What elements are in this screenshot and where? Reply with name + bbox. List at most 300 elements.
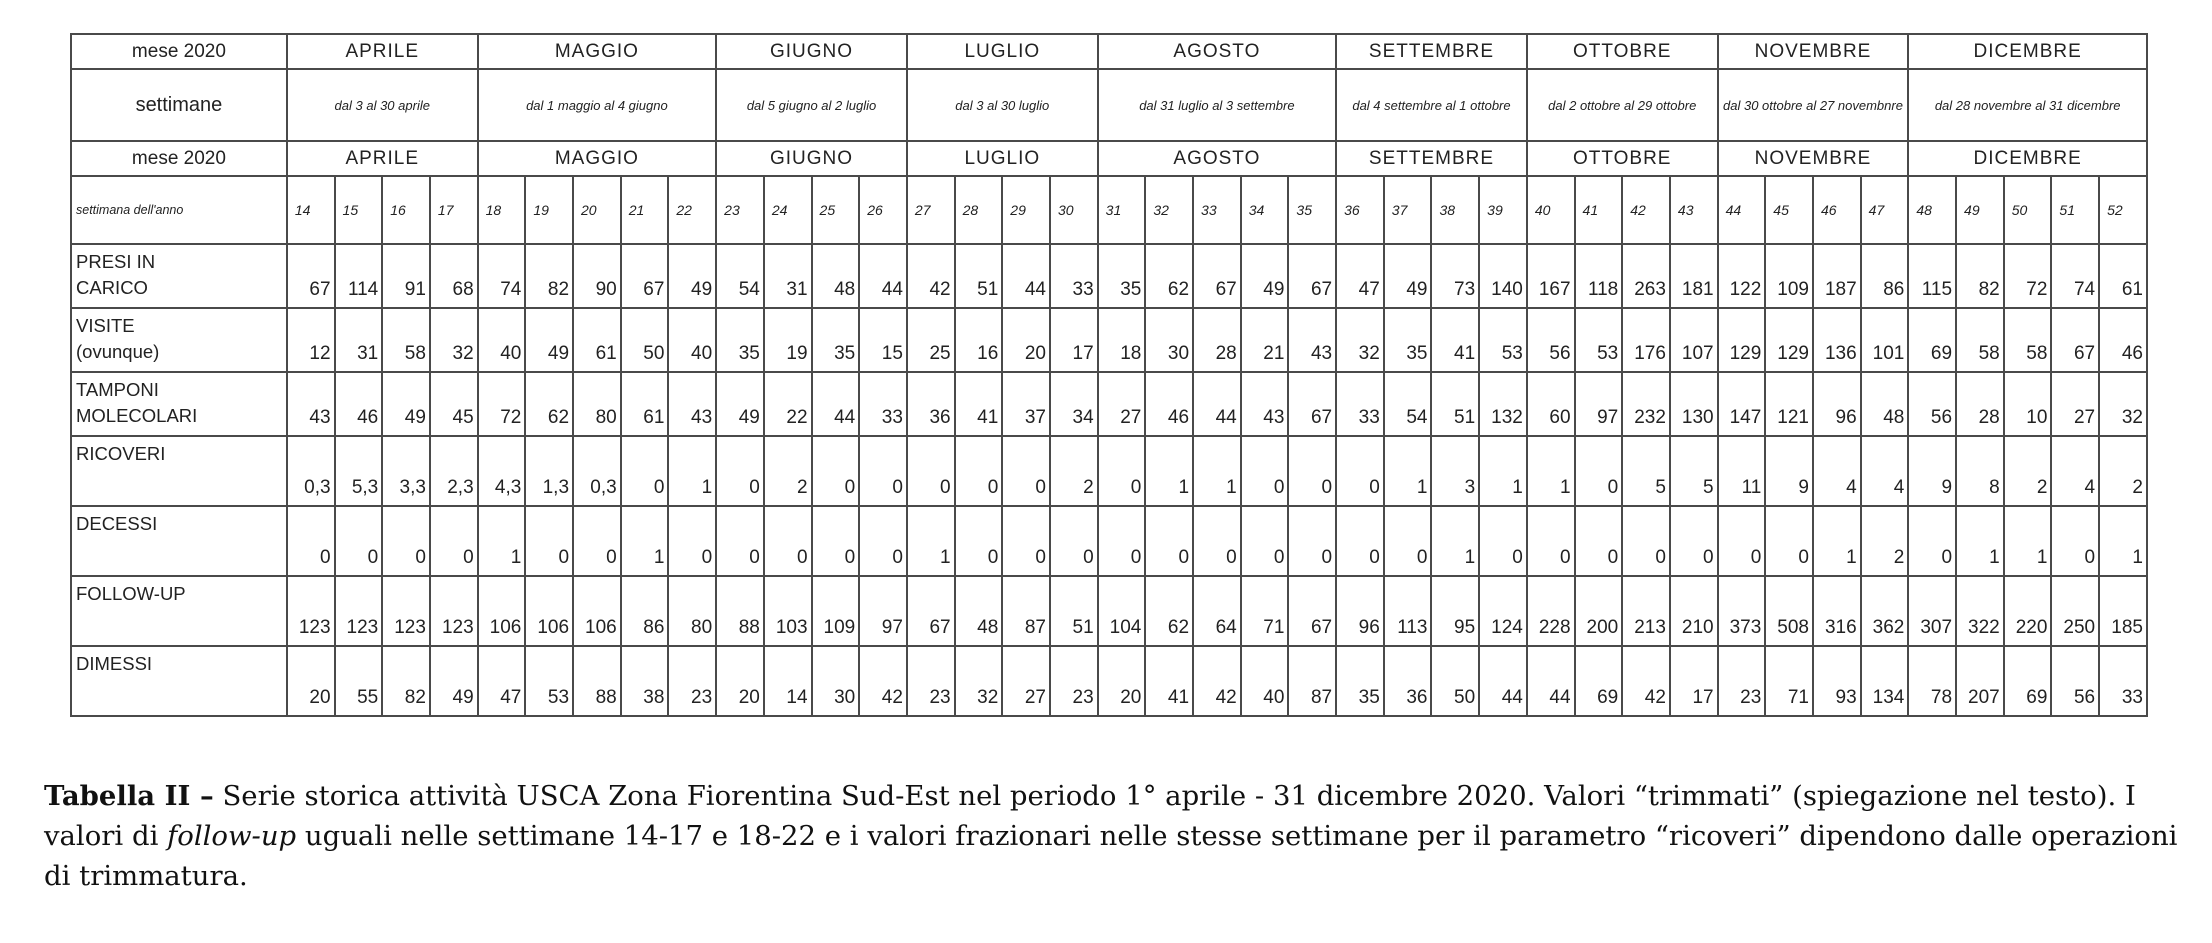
value-cell: 0 [716, 506, 764, 576]
value-cell: 0,3 [287, 436, 335, 506]
value-cell: 250 [2051, 576, 2099, 646]
value-cell: 0 [1288, 436, 1336, 506]
value-cell: 134 [1861, 646, 1909, 716]
value-cell: 123 [382, 576, 430, 646]
value-cell: 0 [382, 506, 430, 576]
row-label-line1: VISITE [76, 315, 135, 336]
value-cell: 316 [1813, 576, 1861, 646]
data-row [71, 308, 2147, 372]
value-cell: 4 [1813, 436, 1861, 506]
value-cell: 44 [1002, 244, 1050, 308]
row-label [71, 646, 287, 716]
table-caption [44, 776, 2184, 896]
value-cell: 1 [1145, 436, 1193, 506]
value-cell: 0 [1384, 506, 1432, 576]
week-number-cell: 39 [1479, 176, 1527, 244]
week-number-cell: 21 [621, 176, 669, 244]
value-cell: 49 [668, 244, 716, 308]
value-cell: 49 [430, 646, 478, 716]
week-number-row [71, 176, 2147, 244]
value-cell: 0 [1241, 506, 1289, 576]
week-range-cell: dal 2 ottobre al 29 ottobre [1527, 69, 1718, 141]
value-cell: 50 [1431, 646, 1479, 716]
value-cell: 0 [1336, 506, 1384, 576]
value-cell: 0 [812, 506, 860, 576]
week-number-cell: 27 [907, 176, 955, 244]
value-cell: 0 [1193, 506, 1241, 576]
month-name-cell: SETTEMBRE [1336, 141, 1527, 176]
value-cell: 20 [1002, 308, 1050, 372]
week-number-cell: 36 [1336, 176, 1384, 244]
value-cell: 67 [1288, 576, 1336, 646]
value-cell: 67 [1193, 244, 1241, 308]
value-cell: 17 [1670, 646, 1718, 716]
value-cell: 74 [478, 244, 526, 308]
value-cell: 88 [716, 576, 764, 646]
value-cell: 36 [907, 372, 955, 436]
value-cell: 187 [1813, 244, 1861, 308]
value-cell: 48 [812, 244, 860, 308]
value-cell: 0 [1002, 436, 1050, 506]
value-cell: 32 [430, 308, 478, 372]
value-cell: 1 [1813, 506, 1861, 576]
value-cell: 0 [1908, 506, 1956, 576]
value-cell: 41 [1145, 646, 1193, 716]
value-cell: 23 [1718, 646, 1766, 716]
month-header-row [71, 34, 2147, 69]
value-cell: 0 [1098, 506, 1146, 576]
value-cell: 69 [1908, 308, 1956, 372]
value-cell: 0 [2051, 506, 2099, 576]
value-cell: 38 [621, 646, 669, 716]
value-cell: 27 [1002, 646, 1050, 716]
value-cell: 49 [1384, 244, 1432, 308]
week-range-cell: dal 4 settembre al 1 ottobre [1336, 69, 1527, 141]
month-name-cell: GIUGNO [716, 141, 907, 176]
value-cell: 362 [1861, 576, 1909, 646]
value-cell: 40 [1241, 646, 1289, 716]
value-cell: 23 [1050, 646, 1098, 716]
value-cell: 40 [668, 308, 716, 372]
value-cell: 0 [430, 506, 478, 576]
value-cell: 106 [478, 576, 526, 646]
value-cell: 23 [907, 646, 955, 716]
value-cell: 2 [2099, 436, 2147, 506]
month-name-cell: DICEMBRE [1908, 34, 2147, 69]
row-label [71, 576, 287, 646]
value-cell: 167 [1527, 244, 1575, 308]
value-cell: 0 [1002, 506, 1050, 576]
value-cell: 90 [573, 244, 621, 308]
value-cell: 132 [1479, 372, 1527, 436]
value-cell: 1 [668, 436, 716, 506]
value-cell: 50 [621, 308, 669, 372]
week-number-cell: 22 [668, 176, 716, 244]
value-cell: 53 [525, 646, 573, 716]
value-cell: 176 [1622, 308, 1670, 372]
weeks-row-label: settimane [71, 69, 287, 141]
value-cell: 11 [1718, 436, 1766, 506]
week-number-cell: 23 [716, 176, 764, 244]
value-cell: 8 [1956, 436, 2004, 506]
value-cell: 62 [1145, 244, 1193, 308]
value-cell: 1 [1431, 506, 1479, 576]
week-range-cell: dal 28 novembre al 31 dicembre [1908, 69, 2147, 141]
row-label [71, 372, 287, 436]
week-number-cell: 26 [859, 176, 907, 244]
value-cell: 86 [1861, 244, 1909, 308]
value-cell: 44 [859, 244, 907, 308]
value-cell: 113 [1384, 576, 1432, 646]
value-cell: 4 [2051, 436, 2099, 506]
week-number-cell: 33 [1193, 176, 1241, 244]
value-cell: 31 [335, 308, 383, 372]
week-number-cell: 38 [1431, 176, 1479, 244]
value-cell: 103 [764, 576, 812, 646]
value-cell: 508 [1765, 576, 1813, 646]
value-cell: 123 [287, 576, 335, 646]
value-cell: 67 [287, 244, 335, 308]
value-cell: 0 [1479, 506, 1527, 576]
value-cell: 97 [859, 576, 907, 646]
week-number-cell: 30 [1050, 176, 1098, 244]
value-cell: 69 [1575, 646, 1623, 716]
week-number-cell: 25 [812, 176, 860, 244]
value-cell: 0 [573, 506, 621, 576]
value-cell: 61 [573, 308, 621, 372]
value-cell: 121 [1765, 372, 1813, 436]
value-cell: 44 [1193, 372, 1241, 436]
value-cell: 18 [1098, 308, 1146, 372]
value-cell: 207 [1956, 646, 2004, 716]
value-cell: 61 [621, 372, 669, 436]
value-cell: 20 [287, 646, 335, 716]
value-cell: 97 [1575, 372, 1623, 436]
month-name-cell: DICEMBRE [1908, 141, 2147, 176]
week-number-cell: 44 [1718, 176, 1766, 244]
value-cell: 115 [1908, 244, 1956, 308]
value-cell: 87 [1288, 646, 1336, 716]
value-cell: 42 [859, 646, 907, 716]
value-cell: 2 [1861, 506, 1909, 576]
value-cell: 78 [1908, 646, 1956, 716]
value-cell: 56 [1908, 372, 1956, 436]
value-cell: 2 [2004, 436, 2052, 506]
value-cell: 46 [335, 372, 383, 436]
row-label-line1: DIMESSI [76, 653, 153, 674]
value-cell: 44 [812, 372, 860, 436]
week-number-cell: 37 [1384, 176, 1432, 244]
value-cell: 49 [382, 372, 430, 436]
value-cell: 54 [716, 244, 764, 308]
value-cell: 42 [907, 244, 955, 308]
week-number-cell: 52 [2099, 176, 2147, 244]
value-cell: 49 [1241, 244, 1289, 308]
value-cell: 74 [2051, 244, 2099, 308]
value-cell: 23 [668, 646, 716, 716]
week-number-cell: 15 [335, 176, 383, 244]
value-cell: 109 [1765, 244, 1813, 308]
value-cell: 0 [668, 506, 716, 576]
value-cell: 47 [478, 646, 526, 716]
week-number-cell: 14 [287, 176, 335, 244]
value-cell: 33 [859, 372, 907, 436]
value-cell: 373 [1718, 576, 1766, 646]
value-cell: 118 [1575, 244, 1623, 308]
caption-text-part2: uguali nelle settimane 14-17 e 18-22 e i valori frazionari nelle stesse settimane per il parametro “ricoveri” dipendono dalle operazioni di trimmatura. [44, 820, 2178, 892]
value-cell: 62 [525, 372, 573, 436]
month-name-cell: AGOSTO [1098, 141, 1336, 176]
value-cell: 72 [2004, 244, 2052, 308]
value-cell: 12 [287, 308, 335, 372]
value-cell: 82 [382, 646, 430, 716]
value-cell: 1 [478, 506, 526, 576]
week-number-cell: 16 [382, 176, 430, 244]
value-cell: 96 [1813, 372, 1861, 436]
value-cell: 232 [1622, 372, 1670, 436]
value-cell: 210 [1670, 576, 1718, 646]
value-cell: 67 [1288, 372, 1336, 436]
value-cell: 67 [1288, 244, 1336, 308]
value-cell: 44 [1527, 646, 1575, 716]
weeks-range-row [71, 69, 2147, 141]
value-cell: 140 [1479, 244, 1527, 308]
value-cell: 53 [1575, 308, 1623, 372]
week-number-cell: 35 [1288, 176, 1336, 244]
value-cell: 67 [907, 576, 955, 646]
value-cell: 104 [1098, 576, 1146, 646]
value-cell: 0 [1050, 506, 1098, 576]
value-cell: 147 [1718, 372, 1766, 436]
value-cell: 95 [1431, 576, 1479, 646]
value-cell: 0 [1622, 506, 1670, 576]
value-cell: 28 [1193, 308, 1241, 372]
weekly-activity-table [70, 33, 2148, 717]
value-cell: 1 [621, 506, 669, 576]
value-cell: 67 [621, 244, 669, 308]
week-number-cell: 17 [430, 176, 478, 244]
week-number-cell: 18 [478, 176, 526, 244]
data-row [71, 244, 2147, 308]
value-cell: 20 [1098, 646, 1146, 716]
value-cell: 3 [1431, 436, 1479, 506]
month-name-cell: APRILE [287, 141, 478, 176]
value-cell: 1,3 [525, 436, 573, 506]
value-cell: 80 [573, 372, 621, 436]
value-cell: 49 [525, 308, 573, 372]
week-number-cell: 46 [1813, 176, 1861, 244]
value-cell: 185 [2099, 576, 2147, 646]
value-cell: 82 [1956, 244, 2004, 308]
value-cell: 9 [1908, 436, 1956, 506]
value-cell: 21 [1241, 308, 1289, 372]
value-cell: 47 [1336, 244, 1384, 308]
value-cell: 1 [1527, 436, 1575, 506]
month-header-row-repeat [71, 141, 2147, 176]
value-cell: 1 [907, 506, 955, 576]
value-cell: 87 [1002, 576, 1050, 646]
value-cell: 35 [716, 308, 764, 372]
value-cell: 36 [1384, 646, 1432, 716]
value-cell: 106 [525, 576, 573, 646]
value-cell: 60 [1527, 372, 1575, 436]
value-cell: 0 [1765, 506, 1813, 576]
value-cell: 0 [1288, 506, 1336, 576]
value-cell: 181 [1670, 244, 1718, 308]
week-number-cell: 24 [764, 176, 812, 244]
week-number-cell: 50 [2004, 176, 2052, 244]
value-cell: 51 [955, 244, 1003, 308]
value-cell: 106 [573, 576, 621, 646]
value-cell: 62 [1145, 576, 1193, 646]
value-cell: 86 [621, 576, 669, 646]
row-label [71, 244, 287, 308]
value-cell: 4 [1861, 436, 1909, 506]
week-number-cell: 45 [1765, 176, 1813, 244]
value-cell: 107 [1670, 308, 1718, 372]
caption-text-part1: Serie storica attività USCA Zona Fiorentina Sud-Est nel periodo 1° aprile - 31 dicembre 2020. Valori “trimmati” (spiegazione nel testo). I valori di [44, 780, 2136, 852]
value-cell: 25 [907, 308, 955, 372]
value-cell: 54 [1384, 372, 1432, 436]
value-cell: 0 [812, 436, 860, 506]
month-name-cell: LUGLIO [907, 141, 1098, 176]
value-cell: 51 [1431, 372, 1479, 436]
value-cell: 220 [2004, 576, 2052, 646]
table-container [70, 33, 2148, 717]
value-cell: 228 [1527, 576, 1575, 646]
value-cell: 0 [716, 436, 764, 506]
value-cell: 1 [1384, 436, 1432, 506]
value-cell: 5,3 [335, 436, 383, 506]
month-name-cell: NOVEMBRE [1718, 34, 1909, 69]
row-label-line2: CARICO [76, 277, 148, 298]
value-cell: 0 [859, 506, 907, 576]
value-cell: 0,3 [573, 436, 621, 506]
month-name-cell: MAGGIO [478, 34, 717, 69]
row-label-line1: TAMPONI [76, 379, 159, 400]
value-cell: 2 [1050, 436, 1098, 506]
value-cell: 31 [764, 244, 812, 308]
month-name-cell: AGOSTO [1098, 34, 1336, 69]
value-cell: 22 [764, 372, 812, 436]
value-cell: 37 [1002, 372, 1050, 436]
month-name-cell: OTTOBRE [1527, 34, 1718, 69]
value-cell: 0 [621, 436, 669, 506]
value-cell: 35 [812, 308, 860, 372]
value-cell: 93 [1813, 646, 1861, 716]
value-cell: 42 [1193, 646, 1241, 716]
week-range-cell: dal 31 luglio al 3 settembre [1098, 69, 1336, 141]
week-number-cell: 19 [525, 176, 573, 244]
value-cell: 72 [478, 372, 526, 436]
value-cell: 61 [2099, 244, 2147, 308]
value-cell: 1 [1193, 436, 1241, 506]
week-number-cell: 51 [2051, 176, 2099, 244]
value-cell: 56 [2051, 646, 2099, 716]
value-cell: 88 [573, 646, 621, 716]
value-cell: 41 [1431, 308, 1479, 372]
value-cell: 1 [2099, 506, 2147, 576]
value-cell: 48 [955, 576, 1003, 646]
week-number-cell: 40 [1527, 176, 1575, 244]
value-cell: 51 [1050, 576, 1098, 646]
value-cell: 46 [1145, 372, 1193, 436]
value-cell: 0 [1241, 436, 1289, 506]
value-cell: 71 [1765, 646, 1813, 716]
value-cell: 5 [1670, 436, 1718, 506]
week-number-cell: 34 [1241, 176, 1289, 244]
value-cell: 101 [1861, 308, 1909, 372]
row-label-line2: MOLECOLARI [76, 405, 198, 426]
week-number-cell: 42 [1622, 176, 1670, 244]
week-number-cell: 20 [573, 176, 621, 244]
value-cell: 35 [1098, 244, 1146, 308]
value-cell: 43 [668, 372, 716, 436]
value-cell: 33 [2099, 646, 2147, 716]
value-cell: 263 [1622, 244, 1670, 308]
value-cell: 64 [1193, 576, 1241, 646]
value-cell: 0 [1145, 506, 1193, 576]
value-cell: 58 [1956, 308, 2004, 372]
month-header-label: mese 2020 [71, 34, 287, 69]
week-number-cell: 29 [1002, 176, 1050, 244]
month-name-cell: LUGLIO [907, 34, 1098, 69]
value-cell: 44 [1479, 646, 1527, 716]
value-cell: 0 [1575, 506, 1623, 576]
value-cell: 43 [287, 372, 335, 436]
value-cell: 1 [2004, 506, 2052, 576]
value-cell: 0 [525, 506, 573, 576]
value-cell: 5 [1622, 436, 1670, 506]
row-label [71, 506, 287, 576]
value-cell: 129 [1765, 308, 1813, 372]
value-cell: 0 [287, 506, 335, 576]
value-cell: 33 [1336, 372, 1384, 436]
row-label [71, 308, 287, 372]
value-cell: 20 [716, 646, 764, 716]
value-cell: 109 [812, 576, 860, 646]
row-label-line1: PRESI IN [76, 251, 156, 272]
week-range-cell: dal 1 maggio al 4 giugno [478, 69, 717, 141]
value-cell: 49 [716, 372, 764, 436]
month-header-label: mese 2020 [71, 141, 287, 176]
row-label [71, 436, 287, 506]
value-cell: 2,3 [430, 436, 478, 506]
week-number-cell: 28 [955, 176, 1003, 244]
value-cell: 43 [1241, 372, 1289, 436]
value-cell: 58 [382, 308, 430, 372]
data-row [71, 372, 2147, 436]
month-name-cell: OTTOBRE [1527, 141, 1718, 176]
value-cell: 122 [1718, 244, 1766, 308]
value-cell: 69 [2004, 646, 2052, 716]
week-number-cell: 31 [1098, 176, 1146, 244]
value-cell: 1 [1956, 506, 2004, 576]
value-cell: 32 [955, 646, 1003, 716]
value-cell: 3,3 [382, 436, 430, 506]
value-cell: 129 [1718, 308, 1766, 372]
value-cell: 32 [1336, 308, 1384, 372]
value-cell: 46 [2099, 308, 2147, 372]
value-cell: 2 [764, 436, 812, 506]
value-cell: 1 [1479, 436, 1527, 506]
value-cell: 30 [812, 646, 860, 716]
value-cell: 0 [955, 436, 1003, 506]
value-cell: 96 [1336, 576, 1384, 646]
value-cell: 53 [1479, 308, 1527, 372]
week-number-cell: 41 [1575, 176, 1623, 244]
value-cell: 123 [335, 576, 383, 646]
